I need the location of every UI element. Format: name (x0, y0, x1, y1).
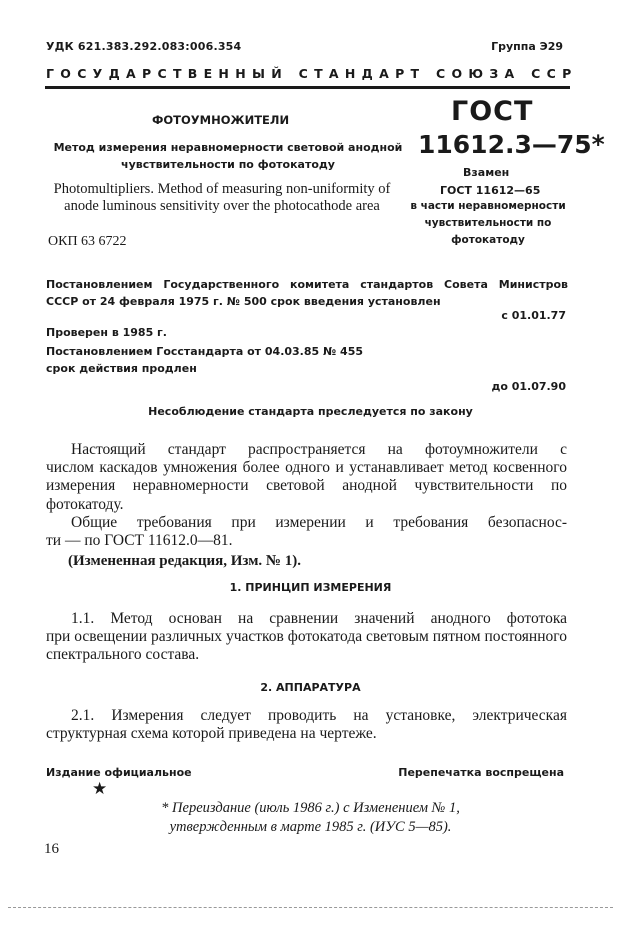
group-code: Группа Э29 (491, 40, 563, 53)
reprint-prohibited-label: Перепечатка воспрещена (398, 766, 564, 779)
reissue-note-line-1: * Переиздание (июль 1986 г.) с Изменением № 1, (161, 800, 460, 816)
subtitle-russian: Метод измерения неравномерности световой анодной чувствительности по фотокатоду (53, 141, 403, 171)
star-icon: ★ (92, 779, 108, 798)
effective-date: с 01.01.77 (501, 309, 566, 322)
official-edition-label: Издание официальное (46, 766, 192, 779)
state-standard-banner: ГОСУДАРСТВЕННЫЙ СТАНДАРТ СОЮЗА ССР (46, 66, 578, 81)
clause-2-1-first-line: 2.1. Измерения следует проводить на установке, электрическая (71, 707, 567, 724)
header-rule (45, 86, 570, 89)
title-english: Photomultipliers. Method of measuring non-uniformity of anode luminous sensitivity over the photocathode area (53, 181, 391, 214)
intro-paragraph: числом каскадов умножения более одного и устанавливает метод косвенного измерения неравномерности световой анодной чувствительности по фотокатоду. (46, 459, 567, 513)
section-heading-principle: 1. ПРИНЦИП ИЗМЕРЕНИЯ (229, 581, 392, 594)
udk-code: УДК 621.383.292.083:006.354 (46, 40, 242, 53)
bottom-edge-line (8, 907, 613, 908)
page-number: 16 (44, 841, 59, 857)
clause-2-1: структурная схема которой приведена на чертеже. (46, 725, 377, 742)
clause-1-1-first-line: 1.1. Метод основан на сравнении значений анодного фототока (71, 610, 567, 627)
section-heading-apparatus: 2. АППАРАТУРА (260, 681, 361, 694)
replacement-scope: в части неравномерности чувствительности по фотокатоду (410, 200, 566, 246)
violation-notice: Несоблюдение стандарта преследуется по закону (148, 405, 473, 418)
decree-text: Постановлением Государственного комитета стандартов Совета Министров СССР от 24 февраля 1975 г. № 500 срок введения установлен (46, 278, 568, 308)
replacement-label: Взамен (463, 166, 510, 179)
okp-code: ОКП 63 6722 (48, 234, 127, 249)
requirements-paragraph: ти — по ГОСТ 11612.0—81. (46, 532, 233, 549)
reissue-note (0, 799, 621, 837)
extension-date: до 01.07.90 (491, 380, 566, 393)
requirements-paragraph-first-line: Общие требования при измерении и требования безопаснос- (71, 514, 567, 531)
intro-paragraph-first-line: Настоящий стандарт распространяется на фотоумножители с (71, 441, 567, 458)
extension-decree: Постановлением Госстандарта от 04.03.85 № 455 срок действия продлен (46, 345, 364, 375)
gost-number: 11612.3—75* (418, 130, 605, 159)
reissue-note-line-2: утвержденным в марте 1985 г. (ИУС 5—85). (169, 819, 452, 835)
checked-note: Проверен в 1985 г. (46, 326, 167, 339)
gost-label: ГОСТ (451, 96, 534, 127)
replacement-gost: ГОСТ 11612—65 (440, 184, 541, 197)
clause-1-1: при освещении различных участков фотокатода световым пятном постоянного спектрального состава. (46, 628, 567, 664)
title-russian: ФОТОУМНОЖИТЕЛИ (152, 113, 290, 127)
amendment-note: (Измененная редакция, Изм. № 1). (68, 553, 302, 569)
